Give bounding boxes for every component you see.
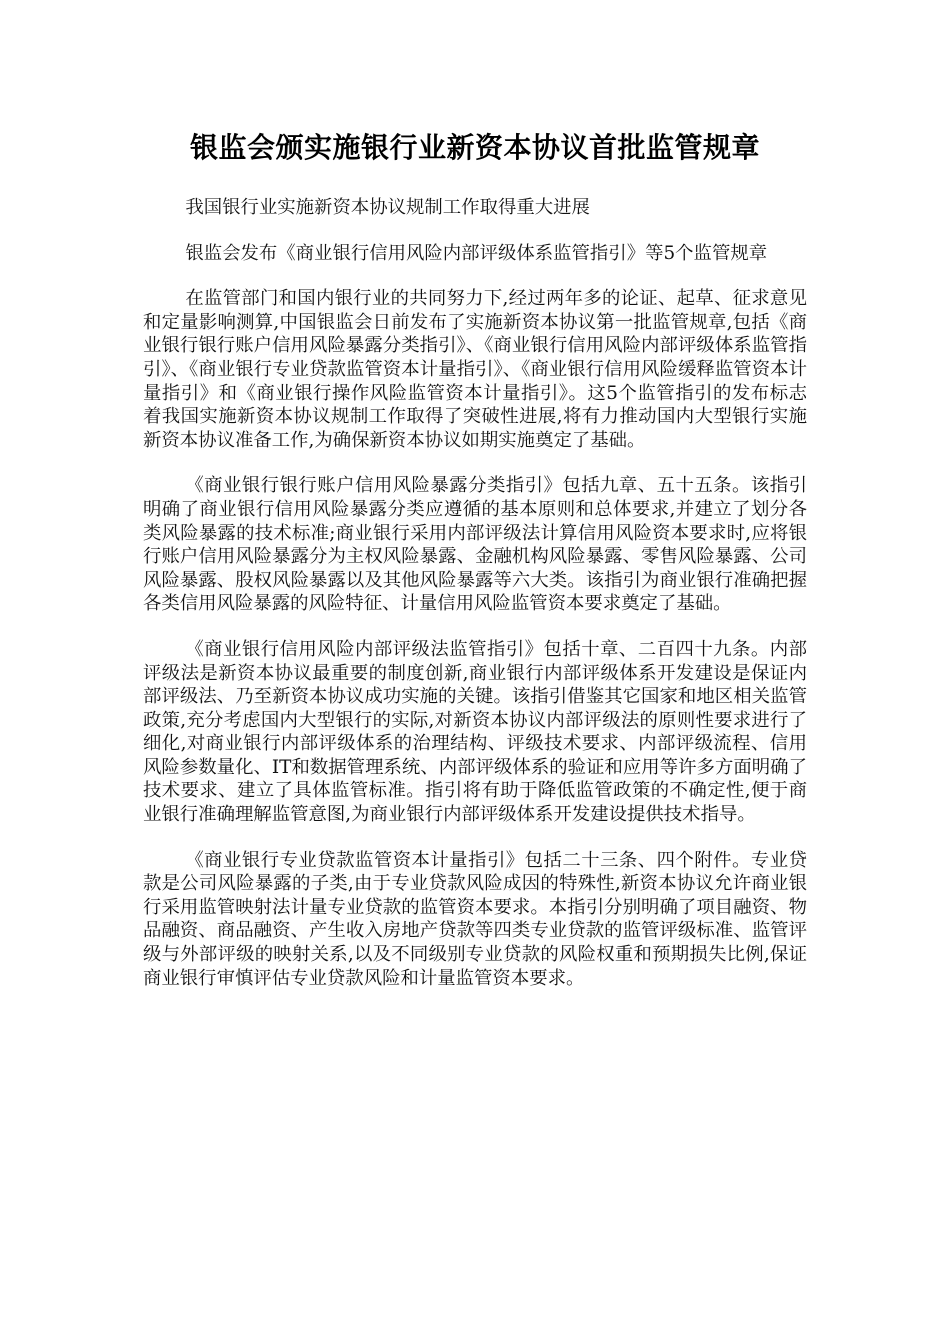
paragraph-announcement: 银监会发布《商业银行信用风险内部评级体系监管指引》等5个监管规章: [185, 242, 768, 264]
document-title: 银监会颁实施银行业新资本协议首批监管规章: [189, 131, 760, 164]
paragraph-internal-rating: 《商业银行信用风险内部评级法监管指引》包括十章、二百四十九条。内部评级法是新资本协议最重要的制度创新,商业银行内部评级体系开发建设是保证内部评级法、乃至新资本协议成功实施的关键。该指引借鉴其它国家和地区相关监管政策,充分考虑国内大型银行的实际,对新资本协议内部评级法的原则性要求进行了细化,对商业银行内部评级体系的治理结构、评级技术要求、内部评级流程、信用风险参数量化、IT和数据管理系统、内部评级体系的验证和应用等许多方面明确了技术要求、建立了具体监管标准。指引将有助于降低监管政策的不确定性,便于商业银行准确理解监管意图,为商业银行内部评级体系开发建设提供技术指导。: [143, 638, 807, 826]
paragraph-specialized-lending: 《商业银行专业贷款监管资本计量指引》包括二十三条、四个附件。专业贷款是公司风险暴露的子类,由于专业贷款风险成因的特殊性,新资本协议允许商业银行采用监管映射法计量专业贷款的监管资本要求。本指引分别明确了项目融资、物品融资、商品融资、产生收入房地产贷款等四类专业贷款的监管评级标准、监管评级与外部评级的映射关系,以及不同级别专业贷款的风险权重和预期损失比例,保证商业银行审慎评估专业贷款风险和计量监管资本要求。: [143, 849, 807, 989]
document-page: [143, 128, 807, 990]
paragraph-exposure-classification: 《商业银行银行账户信用风险暴露分类指引》包括九章、五十五条。该指引明确了商业银行信用风险暴露分类应遵循的基本原则和总体要求,并建立了划分各类风险暴露的技术标准;商业银行采用内部评级法计算信用风险资本要求时,应将银行账户信用风险暴露分为主权风险暴露、金融机构风险暴露、零售风险暴露、公司风险暴露、股权风险暴露以及其他风险暴露等六大类。该指引为商业银行准确把握各类信用风险暴露的风险特征、计量信用风险监管资本要求奠定了基础。: [143, 475, 807, 615]
paragraph-overview: 在监管部门和国内银行业的共同努力下,经过两年多的论证、起草、征求意见和定量影响测算,中国银监会日前发布了实施新资本协议第一批监管规章,包括《商业银行银行账户信用风险暴露分类指引》、《商业银行信用风险内部评级体系监管指引》、《商业银行专业贷款监管资本计量指引》、《商业银行信用风险缓释监管资本计量指引》和《商业银行操作风险监管资本计量指引》。这5个监管指引的发布标志着我国实施新资本协议规制工作取得了突破性进展,将有力推动国内大型银行实施新资本协议准备工作,为确保新资本协议如期实施奠定了基础。: [143, 288, 807, 451]
paragraph-subheading: 我国银行业实施新资本协议规制工作取得重大进展: [185, 197, 590, 218]
